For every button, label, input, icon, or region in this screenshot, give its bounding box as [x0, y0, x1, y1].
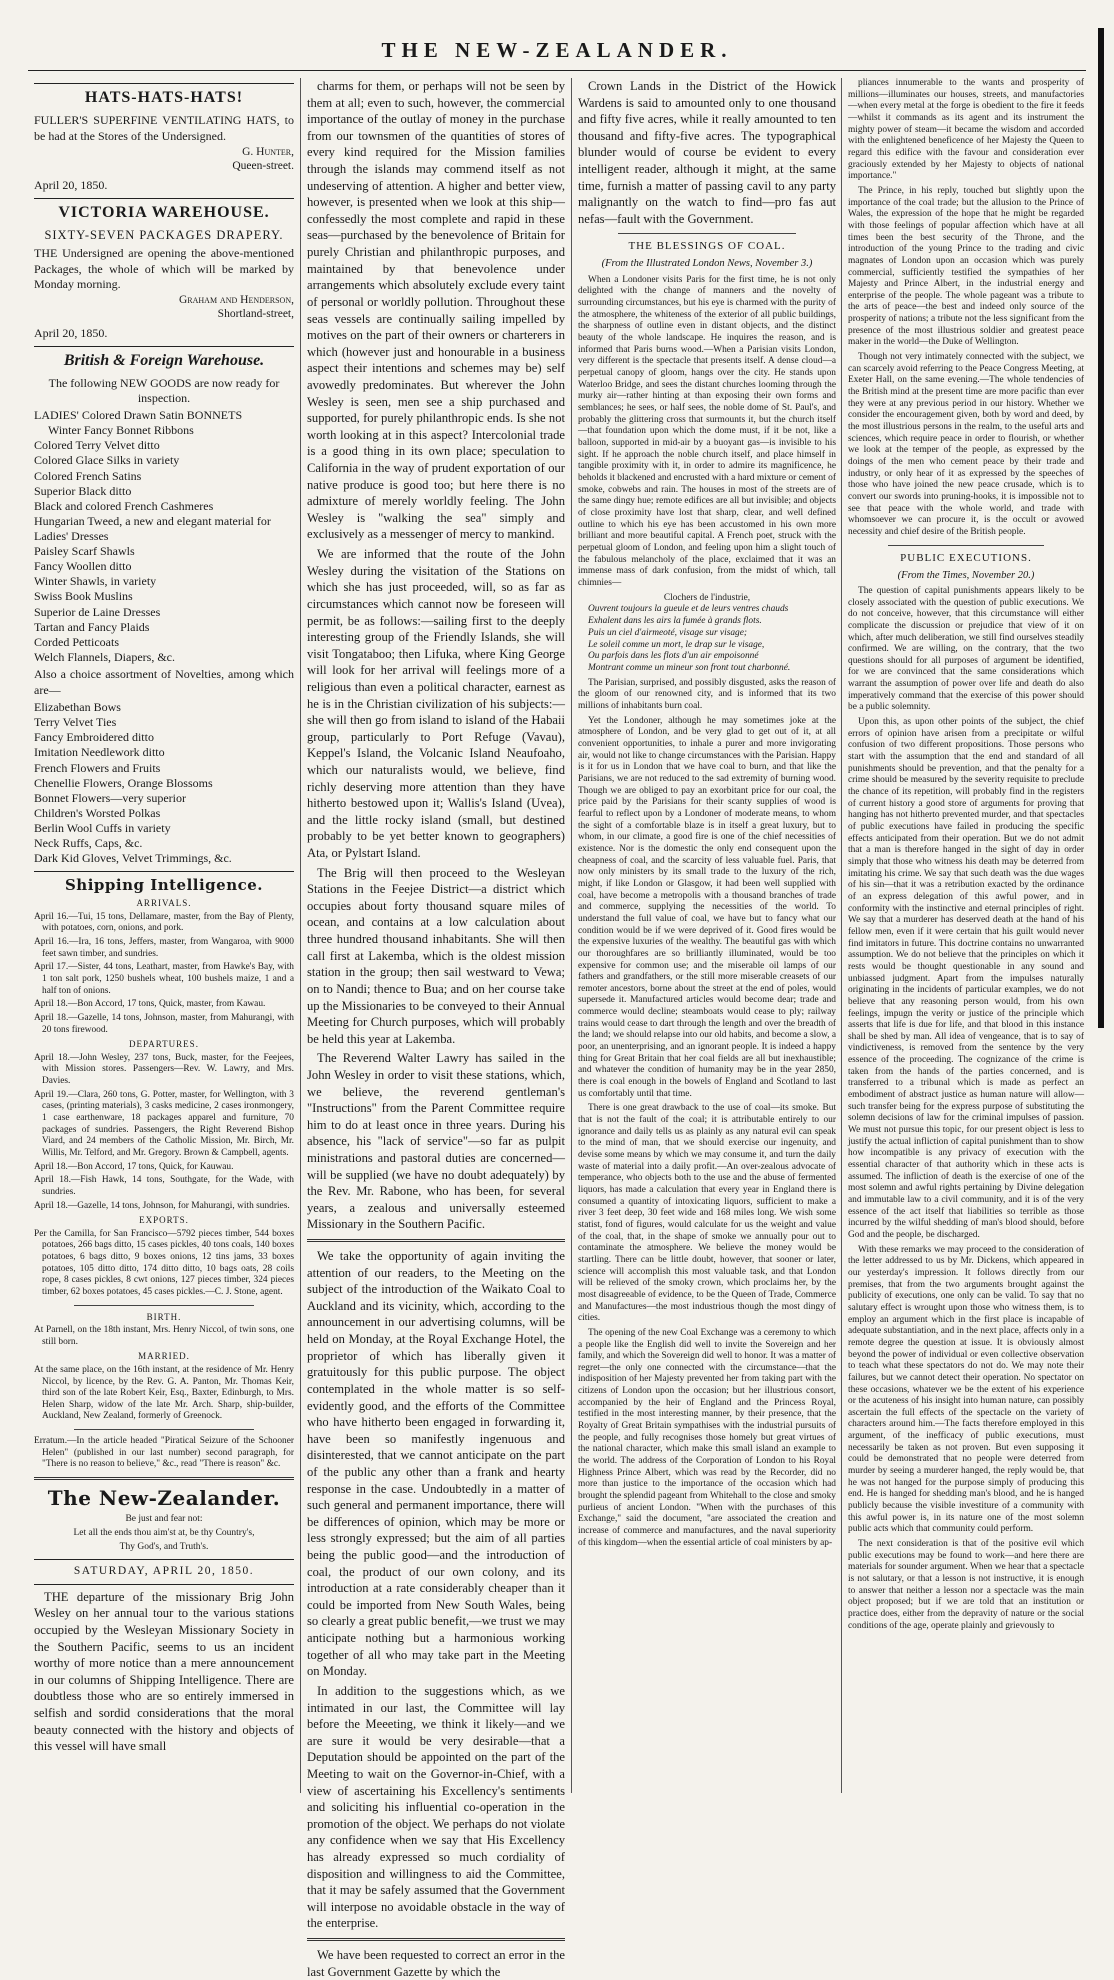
- article-paragraph: The Brig will then proceed to the Wesleyan Stations in the Feejee District—a district which occupies about forty thousand square miles of ocean, and contains at a low calculation about three hundred thousand inhabitants. She will then call first at Lakemba, which is the oldest mission station in the group; then sail westward to Vewa; on to Nandi; thence to Bua; and on her course take up the Missionaries to be conveyed to their Annual Meeting for Church purposes, which will probably be held this year at Lakemba.: [307, 865, 565, 1046]
- victoria-ad-subtitle: SIXTY-SEVEN PACKAGES DRAPERY.: [44, 228, 284, 243]
- article-paragraph: pliances innumerable to the wants and prosperity of millions—illuminates our houses, streets, and manufactories—when every metal at the forge is obedient to the fire it feeds—whilst it commands as its agent and its instrument the mighty power of steam—it became the wisdom and accorded with the enlightened beneficence of her Majesty the Queen to regard this edifice with the favour and consideration ever graciously extended by her Majesty to objects of national importance.": [848, 78, 1084, 182]
- goods-item: Welch Flannels, Diapers, &c.: [34, 649, 175, 664]
- victoria-ad-address: Shortland-street,: [217, 308, 294, 321]
- article-paragraph: The Reverend Walter Lawry has sailed in the John Wesley in order to visit these stations, which, we believe, the reverend gentleman's "Instructions" from the Parent Committee require him to do at least once in three years. During his absence, his "lack of service"—so far as pulpit ministrations and pastoral duties are concerned—will be supplied (we have no doubt adequately) by the Rev. Mr. Rabone, who has been, for several years, a zealous and universally esteemed Missionary in the Southern Pacific.: [307, 1051, 565, 1232]
- birth-notice: At Parnell, on the 18th instant, Mrs. Henry Niccol, of twin sons, one still born.: [34, 1325, 294, 1347]
- victoria-ad-title: VICTORIA WAREHOUSE.: [58, 203, 270, 221]
- hats-ad-date: April 20, 1850.: [34, 177, 108, 192]
- article-source: (From the Times, November 20.): [897, 569, 1035, 581]
- shipping-title: Shipping Intelligence.: [64, 876, 264, 895]
- goods-item: Superior de Laine Dresses: [34, 604, 161, 619]
- british-ad-title: British & Foreign Warehouse.: [63, 352, 265, 370]
- hats-ad-signature: G. Hunter,: [242, 145, 294, 158]
- column-rule: [841, 78, 842, 1793]
- article-source: (From the Illustrated London News, November 3.): [601, 258, 813, 270]
- rule: [34, 871, 294, 872]
- arrival-entry: April 16.—Ira, 16 tons, Jeffers, master, from Wangaroa, with 9000 feet sawn timber, and sundries.: [34, 937, 294, 959]
- victoria-ad-date: April 20, 1850.: [34, 326, 108, 341]
- motto-line: Be just and fear not:: [125, 1514, 203, 1525]
- article-paragraph: Crown Lands in the District of the Howick Wardens is said to amounted only to one thousand and fifty five acres, while it really amounted to ten thousand and fifty-five acres. The typographical blunder would of course be evident to every intelligent reader, although it might, at the same time, furnish a matter of passing cavil to any party malignantly on the watch to find—pro fas aut nefas—fault with the Government.: [578, 79, 836, 226]
- goods-item: Superior Black ditto: [34, 483, 132, 498]
- goods-item: Colored French Satins: [34, 468, 142, 483]
- article-paragraph: We have been requested to correct an error in the last Government Gazette by which the: [307, 1948, 565, 1979]
- poem-line: Puis un ciel d'airmeoté, visage sur visage;: [588, 627, 748, 638]
- goods-item: Hungarian Tweed, a new and elegant material for Ladies' Dresses: [34, 513, 271, 543]
- married-notice: At the same place, on the 16th instant, at the residence of Mr. Henry Niccol, by licence, by the Rev. G. A. Panton, Mr. Thomas Keir, third son of the late Robert Keir, Esq., Baxter, Edinburgh, to Mrs. Helen Sharp, widow of the late Mr. Arch. Sharp, ship-builder, Auckland, New Zealand, formerly of Greenock.: [34, 1364, 294, 1422]
- rule: [34, 83, 294, 84]
- arrivals-label: ARRIVALS.: [136, 898, 192, 909]
- erratum-notice: Erratum.—In the article headed "Piratical Seizure of the Schooner Helen" (published in our last number) second paragraph, for "There is no reason to believe," &c., read "There is reason" &c.: [34, 1436, 294, 1470]
- goods-item: Dark Kid Gloves, Velvet Trimmings, &c.: [34, 851, 232, 866]
- poem-line: Ouvrent toujours la gueule et de leurs ventres chauds: [588, 604, 789, 615]
- article-title: PUBLIC EXECUTIONS.: [900, 551, 1032, 564]
- article-paragraph: In addition to the suggestions which, as we intimated in our last, the Committee will lay before the Meeeting, we think it likely—and we are sure it would be very desirable—that a Deputation should be appointed on the part of the Meeting to wait on the Governor-in-Chief, with a view of ascertaining his Excellency's sentiments and soliciting his influential co-operation in the promotion of the object. We perhaps do not violate any confidence when we say that His Excellency has already expressed so much cordiality of disposition and willingness to aid the Committee, that it may be safely assumed that the Government will interpose no avoidable obstacle in the way of the enterprise.: [307, 1683, 565, 1931]
- rule: [74, 1305, 254, 1306]
- exports-entry: Per the Camilla, for San Francisco—5792 pieces timber, 544 boxes potatoes, 266 bags ditto, 15 cases pickles, 40 tons coals, 140 boxes potatoes, 6 bags ditto, 9 boxes onions, 12 tins jams, 33 boxes potatoes, 105 ditto ditto, 174 ditto ditto, 10 bags oats, 28 coils rope, 8 cases pickles, 8 cwt onions, 127 pieces timber, 324 pieces timber, 62 boxes potatoes, 45 cases pickles.—C. J. Stone, agent.: [34, 1228, 294, 1298]
- goods-item: Colored Glace Silks in variety: [34, 453, 180, 468]
- rule: [34, 1477, 294, 1480]
- article-paragraph: The next consideration is that of the positive evil which public executions may be found to work—and here there are materials for sounder argument. When we hear that a spectacle is not salutary, or that a lesson is not instructive, it is enough to answer that neither a lesson nor a spectacle was the main object proposed; but if we are told that an institution or practice does, either from the depravity of nature or the social conditions of the age, operate plainly and grievously to: [848, 1539, 1084, 1631]
- motto-line: Let all the ends thou aim'st at, be thy Country's,: [73, 1528, 255, 1539]
- goods-item: Fancy Embroidered ditto: [34, 730, 154, 745]
- victoria-ad-body: THE Undersigned are opening the above-mentioned Packages, the whole of which will be marked by Monday morning.: [34, 246, 294, 292]
- article-paragraph: With these remarks we may proceed to the consideration of the letter addressed to us by Mr. Dickens, which appeared in our yesterday's impression. It follows directly from our premises, that from the two arguments brought against the publicity of executions, one only can be valid. To say that no salutary effect is wrought upon those who witness them, is to employ an argument which in the first place is incapable of adequate substantiation, and in the next place, affects only in a remote degree the question at issue. It is obviously almost beyond the power of individual or even collective observation to teach what these spectators do not do. We may note their failures, but we cannot detect their operation. No spectator on these occasions, whatever we be the extent of his experience or the acuteness of his insight into human nature, can possibly ascertain the full effects of the spectacle on the variety of characters around him.—The facts therefore employed in this argument, of the inefficacy of public executions, must necessarily be taken as not proven. But even supposing it could be demonstrated that no people were deterred from murder by seeing a murderer hanged, the reply would be, that he was not hanged for the purpose simply of producing this end. He is hanged for shedding man's blood, and he is hanged publicly because the visible investiture of a community with this awful power is, in its nature one of the most solemn public acts which that community could perform.: [848, 1244, 1084, 1535]
- goods-item: Elizabethan Bows: [34, 700, 121, 715]
- article-paragraph: Though not very intimately connected with the subject, we can scarcely avoid referring to the Peace Congress Meeting, at Exeter Hall, on the same evening.—The whole tendencies of the British mind at the present time are more pacific than ever they were at any previous period in our history. Whether we consider the encouragement given, both by word and deed, by the most illustrious persons in the realm, to the useful arts and sciences, which require peace in order to flourish, or whether we look at the temper of the people, as expressed by the doings of the men who cement peace by their trade and industry, or only hear of it as expressed by the speeches of those who have joined the new peace crusade, which is to convert our swords into pruning-hooks, it is impossible not to see that peace with the whole world, and trade with whomsoever we can procure it, is the occult or avowed necessity and chief desire of the British people.: [848, 352, 1084, 537]
- column-rule: [571, 78, 572, 1793]
- rule: [34, 346, 294, 347]
- french-poem: [578, 593, 836, 675]
- goods-item: Winter Shawls, in variety: [34, 574, 157, 589]
- poem-line: Exhalent dans les airs la fumée à grands flots.: [588, 616, 762, 626]
- article-paragraph: The question of capital punishments appears likely to be closely associated with the question of public executions. We do not conceive, however, that this circumstance will either complicate the discussion or prejudice that view of it on which, after much deliberation, we still find ourselves steadily confirmed. We are willing, on the contrary, that the two questions should for all purposes of argument be identified, for we are convinced that the same considerations which warrant the assumption of power over life and death do also imperatively command that the exercise of this power should be a public solemnity.: [848, 585, 1084, 713]
- departure-entry: April 18.—Gazelle, 14 tons, Johnson, for Mahurangi, with sundries.: [34, 1200, 290, 1211]
- departure-entry: April 18.—Fish Hawk, 14 tons, Southgate, for the Wade, with sundries.: [34, 1175, 294, 1198]
- rule: [307, 1938, 565, 1941]
- leader-paragraph: THE departure of the missionary Brig John Wesley on her annual tour to the various stations occupied by the Wesleyan Missionary Society in the Southern Pacific, seems to us an incident worthy of more notice than a mere announcement in our columns of Shipping Intelligence. There are doubtless those who are so entirely immersed in selfish and sordid considerations that the moral beauty connected with the history and objects of this vessel will have small: [34, 1589, 294, 1754]
- article-paragraph: The Parisian, surprised, and possibly disgusted, asks the reason of the gloom of our renowned city, and is informed that its two millions of inhabitants burn coal.: [578, 677, 836, 712]
- rule: [34, 1584, 294, 1585]
- column-2: [307, 78, 565, 1979]
- goods-item: Corded Petticoats: [34, 634, 119, 649]
- departures-label: DEPARTURES.: [129, 1039, 199, 1050]
- article-paragraph: Yet the Londoner, although he may sometimes joke at the atmosphere of London, and be very glad to get out of it, at all convenient opportunities, to inhale a purer and more invigorating air, would not like to change circumstances with the Parisian. Happy is it for us in London that we have coal to burn, and that like the Parisians, we are not reduced to the sad extremity of burning wood. Though we are obliged to pay an exorbitant price for our coal, the price paid by the Parisians for their scanty supplies of wood is fearful to reflect upon by a Londoner of moderate means, to whom the sight of a comfortable blaze is in itself a great luxury, but to whom, in our climate, a good fire is one of the chief necessities of existence. Nor is the domestic the only end consequent upon the cheapness of coal, and the scarcity of less valuable fuel. Paris, that now only ministers by its small trade to the luxury of the rich, might, if like London or Glasgow, it had been well supplied with coal, have become a metropolis with a thousand branches of trade and commerce, supplying the necessities of the world. To understand the full value of coal, we have but to fancy what our condition would be if we were deprived of it. Good fires would be the expensive luxuries of the wealthy. The beautiful gas with which our thoroughfares are so brilliantly illuminated, would be too expensive for common use; and the miserable oil lamps of our fathers and grandfathers, or the still more miserable creasets of our remoter ancestors, borne about the street at the end of poles, would supersede it. Manufactured articles would become dear; trade and commerce would decline; steamboats would cease to ply; railway trains would cease to dart through the length and over the breadth of the land; we should relapse into our old habits, and become a slow, a poor, an unenterprising, and an ignorant people. It is indeed a happy thing for Great Britain that her coal fields are all but inexhaustible; and whatever the condition of humanity may be in the year 2850, there is coal enough in the bowels of England and Scotland to last us comfortably until that time.: [578, 715, 836, 1099]
- goods-item: Imitation Needlework ditto: [34, 745, 165, 760]
- arrival-entry: April 17.—Sister, 44 tons, Leathart, master, from Hawke's Bay, with 1 ton salt pork, 1250 bushels wheat, 100 bushels maize, 1 and a half ton of onions.: [34, 962, 294, 996]
- goods-item: Neck Ruffs, Caps, &c.: [34, 836, 143, 851]
- article-paragraph: We are informed that the route of the John Wesley during the visitation of the Stations on which she has just proceeded, will, so as far as circumstances which cannot now be foreseen will permit, be as follows:—sailing first to the deeply interesting group of the Friendly Islands, she will visit Tongataboo; then Lifuka, where King George will look for her arrival will feelings more of a religious than even a political character, earnest as he is in the Christian civilization of his subjects:—she will then go from island to island of the Habaii group, particularly to Port Refuge (Vavau), Keppel's Island, the Volcanic Island Neaufoaho, which our naturalists would, we believe, find richly deserving more attention than they have hitherto bestowed upon it; Wallis's Island (Uvea), and the little rocky island (small, but destined probably to be yet better known to geographers) Ata, or Pylstart Island.: [307, 547, 565, 861]
- goods-item: Berlin Wool Cuffs in variety: [34, 821, 171, 836]
- column-rule: [300, 78, 301, 1793]
- poem-line: Le soleil comme un mort, le drap sur le visage,: [588, 639, 765, 650]
- nameplate: The New-Zealander.: [47, 1486, 281, 1511]
- departure-entry: April 19.—Clara, 260 tons, G. Potter, master, for Wellington, with 3 cases, (printing materials), 3 casks medicine, 2 cases ironmongery, 1 case earthenware, 18 packages apparel and furniture, 70 packages of sundries. Passengers, the Right Reverend Bishop Viard, and 24 members of the Catholic Mission, Mr. Birch, Mr. Willis, Mr. Telford, and Mr. Gregory. Brown & Campbell, agents.: [34, 1089, 294, 1159]
- married-label: MARRIED.: [138, 1351, 190, 1362]
- goods-item: Paisley Scarf Shawls: [34, 544, 135, 559]
- goods-item: Black and colored French Cashmeres: [34, 498, 214, 513]
- goods-item: Terry Velvet Ties: [34, 715, 117, 730]
- arrival-entry: April 18.—Bon Accord, 17 tons, Quick, master, from Kawau.: [34, 999, 266, 1010]
- article-paragraph: The Prince, in his reply, touched but slightly upon the importance of the coal trade; but the allusion to the Prince of Wales, the expression of the hope that he might be regarded with those feelings of popular affection which have at all times been the best security of the Throne, and the introduction of the young Prince to the trading and civic magnates of London upon an occasion which was purely commercial, sufficiently testified the sympathies of her Majesty and Prince Albert, in the industrial energy and enterprise of the people. The whole pageant was a tribute to the arts of peace—the best and indeed only source of the prosperity of nations; a tribute not the less significant from the presence of the most illustrious soldier and greatest peace maker in the world—the Duke of Wellington.: [848, 185, 1084, 348]
- hats-ad-address: Queen-street.: [232, 160, 294, 173]
- rule: [74, 1429, 254, 1430]
- column-4: [848, 78, 1084, 1793]
- goods-item: Chenellie Flowers, Orange Blossoms: [34, 775, 213, 790]
- hats-ad-title: HATS-HATS-HATS!: [84, 89, 244, 106]
- birth-label: BIRTH.: [146, 1311, 182, 1322]
- article-paragraph: We take the opportunity of again inviting the attention of our readers, to the Meeting on the subject of the introduction of the Waikato Coal to Auckland and its vicinity, which, according to the announcement in our advertising columns, will be held on Monday, at the Royal Exchange Hotel, the proprietor of which has liberally given it gratuitously for this public purpose. The object contemplated in the whole matter is so self-evidently good, and the efforts of the Committee who have hitherto been engaged in forwarding it, have been so manifestly ingenuous and disinterested, that we cannot anticipate on the part of the public any other than a frank and hearty response in the case. Undoubtedly in a matter of such general and permanent importance, there will be differences of opinion, which may be more or less strongly expressed; but the aim of all parties being the public good—and the introduction of coal, the product of our own colony, and its introduction at a rate considerably cheaper than it could be imported from New South Wales, being so clearly a great public benefit,—we trust we may anticipate nothing but a harmonious working together of all who may take part in the Meeting on Monday.: [307, 1249, 565, 1679]
- page-edge-bar: [1098, 28, 1104, 1028]
- masthead-rule: [28, 70, 1086, 71]
- poem-line: Ou parfois dans les flots d'un air empoisonné: [588, 651, 759, 662]
- hats-ad-body: FULLER'S SUPERFINE VENTILATING HATS, to be had at the Stores of the Undersigned.: [34, 113, 294, 143]
- article-paragraph: Upon this, as upon other points of the subject, the chief errors of opinion have arisen from a precipitate or wilful confusion of two different propositions. Those persons who start with the assumption that the end and standard of all punishments should be prevention, and that the penalty for a crime should be measured by the severity requisite to preclude the chance of its repetition, will probably find in the registers of current history a good store of arguments for proving that hanging has not hitherto prevented murder, and that spectacles of public executions have failed in producing the specific effects anticipated from their operation. But we do not admit that a man is therefore hanged in the sight of day in order simply that those who witness his death may be deterred from imitating his crime. We say that such death was the due wages of his sin—that it was a retribution exacted by the ordinance of an express delegation of this awful power, and in conformity with the instinctive and eternal principles of right. We say that a murderer has deserved death at the hand of his fellow men, even if it were certain that his guilt would never find imitators in future. This doctrine contains no unwarranted assumption. We do not believe that the principles on which it rests would be thought questionable in any sound and unbiassed judgment. Apart from the impulses naturally originating in the incidents of particular examples, we do not believe that any reasoning person would, from his own feelings, impugn the verity or justice of the principle which asserts that life is due for life, and that blood in this instance shall be shed by man. All idea of vengeance, that is to say of vindictiveness, is removed from the sentence by the very essence of the proceeding. The cognizance of the crime is taken from the hands of the parties concerned, and is transferred to a tribunal which is made as perfect an embodiment of abstract justice as human nature will allow—such transfer being for the express purpose of substituting the solemn decisions of law for the criminal impulses of passion. We must not pursue this topic, for our present object is less to justify the actual infliction of capital punishment than to show how incompatible is any privacy of execution with the essential character of that authority which in these acts is assumed. The infliction of death is the exercise of one of the most solemn and awful rights pertaining by Divine delegation and immutable law to a civil community, and it is of the very essence of the act itself that liabilities so terrible as those incurred by the wilful shedding of man's blood should, before God and the people, be discharged.: [848, 717, 1084, 1240]
- rule: [34, 198, 294, 199]
- poem-title: Clochers de l'industrie,: [663, 592, 751, 603]
- arrival-entry: April 16.—Tui, 15 tons, Dellamare, master, from the Bay of Plenty, with potatoes, corn, onions, and pork.: [34, 911, 294, 934]
- column-1: [34, 78, 294, 1793]
- goods-list: [34, 408, 294, 665]
- article-title: THE BLESSINGS OF COAL.: [628, 240, 786, 253]
- issue-dateline: SATURDAY, APRIL 20, 1850.: [73, 1565, 255, 1578]
- poem-line: Montrant comme un mineur son front tout charbonné.: [588, 663, 791, 673]
- goods-item: Colored Terry Velvet ditto: [34, 438, 160, 453]
- victoria-ad-signature: Graham and Henderson,: [178, 293, 294, 306]
- goods-item: Winter Fancy Bonnet Ribbons: [48, 423, 194, 438]
- goods-item: LADIES' Colored Drawn Satin BONNETS: [34, 408, 243, 423]
- article-paragraph: When a Londoner visits Paris for the first time, he is not only delighted with the change of manners and the novelty of surrounding circumstances, but his eye is charmed with the purity of the atmosphere, the whiteness of the exterior of all public buildings, the sharpness of outline even in distant objects, and the distinct beauty of the whole landscape. He inquires the reason, and is informed that Paris burns wood.—When a Parisian visits London, very different is the spectacle that presents itself. A dense cloud—a perpetual canopy of gloom, hangs over the city. He stands upon Waterloo Bridge, and sees the distant churches looming through the murky air—rather hinting at than exposing their own forms and semblances; he sees, or half sees, the noble dome of St. Paul's, and probably the glittering cross that surmounts it, but the church itself—that foundation upon which the dome must, if it be not, like a balloon, supported in mid-air by a buoyant gas—is invisible to his sight. If he approach the noble church itself, and place himself in tangible proximity with it, in order to admire its magnificence, he beholds it blackened and encrusted with a hard mixture or cement of smoke, cobwebs and rain. The houses in most of the streets are of the same dingy hue; remote edifices are all but invisible; and objects of close proximity have lost that sharp, clear, and well defined outline to which his eye has been accustomed in his own more brilliant and more beautiful capital. A French poet, struck with the perpetual gloom of London, and feeling upon him a slight touch of the fabulous melancholy of the place, exclaimed that it was an immense mass of dark confusion, from the midst of which, tall chimnies—: [578, 274, 836, 588]
- article-paragraph: The opening of the new Coal Exchange was a ceremony to which a people like the English did well to invite the Sovereign and her family, and which the Sovereign did well to honor. It was a matter of regret—the only one connected with the circumstance—that the indisposition of her Majesty prevented her from taking part with the citizens of London upon the occasion; but her illustrious consort, accompanied by the heir of England and the Princess Royal, testified in the most interesting manner, by their presence, that the Royalty of Great Britain sympathises with the industrial pursuits of the people, and fully recognises those homely but great virtues of the national character, which make this small island an example to the world. The address of the Corporation of London to his Royal Highness Prince Albert, which was read by the Recorder, did no more than justice to the importance of the occasion which had brought the splendid pageant from Whitehall to the close and smoky purlieus of ancient London. "When with the purchases of this Exchange," said the document, "are associated the creation and increase of commerce and manufactures, and the naval superiority of this kingdom—when the essential article of coal ministers by ap-: [578, 1327, 836, 1548]
- rule: [307, 1239, 565, 1242]
- departure-entry: April 18.—John Wesley, 237 tons, Buck, master, for the Feejees, with Mission stores. Passengers—Rev. W. Lawry, and Mrs. Davies.: [34, 1052, 294, 1087]
- departure-entry: April 18.—Bon Accord, 17 tons, Quick, for Kauwau.: [34, 1161, 234, 1172]
- british-ad-intro: The following NEW GOODS are now ready for inspection.: [48, 375, 280, 405]
- novelties-list: [34, 700, 294, 866]
- british-ad-also: Also a choice assortment of Novelties, among which are—: [34, 666, 294, 697]
- rule: [618, 233, 796, 234]
- motto-line: Thy God's, and Truth's.: [119, 1542, 209, 1553]
- goods-item: Swiss Book Muslins: [34, 589, 133, 604]
- goods-item: French Flowers and Fruits: [34, 760, 161, 775]
- goods-item: Children's Worsted Polkas: [34, 805, 161, 820]
- exports-label: EXPORTS.: [139, 1215, 189, 1226]
- column-3: [578, 78, 836, 1793]
- article-paragraph: There is one great drawback to the use of coal—its smoke. But that is not the fault of the coal; it is attributable entirely to our ignorance and daily tells us as plainly as any natural evil can speak to the mind of man, that we should exercise our ingenuity, and devise some means by which we may consume it, and turn the daily waste of material into a daily profit.—An over-zealous advocate of temperance, who objects both to the use and the abuse of fermented liquors, has made a calculation that every year in England there is consumed a quantity of intoxicating liquors, sufficient to make a river 3 feet deep, 30 feet wide and 168 miles long. We wish some statist, fond of figures, would calculate for us the weight and value of the coal, that, in the shape of smoke we annually pour out to contaminate the atmosphere. We believe the money would be startling. There can be little doubt, however, that sooner or later, science will accomplish this most valuable task, and that London will be relieved of the smoky crown, which proclaims her, by the most disagreeable of evidence, to be the Queen of Trade, Commerce and Manufactures—the most industrious though the most dingy of cities.: [578, 1103, 836, 1324]
- goods-item: Bonnet Flowers—very superior: [34, 790, 186, 805]
- article-paragraph: charms for them, or perhaps will not be seen by them at all; even to such, however, the commercial importance of the outlay of money in the purchase from our townsmen of the quantities of stores of every kind required for the Mission families through the islands may commend itself as not undeserving of attention. A higher and better view, however, is presented when we look at this ship—confessedly the most complete and rapid in these seas—purchased by the benevolence of Britain for purely Christian and philanthropic purposes, and maintained by that benevolence under arrangements which absolutely exclude every taint of personal or worldly pollution. Throughout these seas vessels are continually sailing impelled by motives on the part of their owners or charterers in which (however just and honourable in a business aspect their intentions and schemes may be) self avowedly predominates. But wherever the John Wesley is seen, men see a ship purchased and supported, for purely philanthropic ends. Is she not worth looking at in this aspect? Intercolonial trade is a good thing in its own place; speculation to California in the way of prudent exportation of our native produce is good too; but here there is no admixture of merely worldly feeling. The John Wesley is "walking the sea" simply and exclusively as a messenger of mercy to mankind.: [307, 79, 565, 542]
- arrival-entry: April 18.—Gazelle, 14 tons, Johnson, master, from Mahurangi, with 20 tons firewood.: [34, 1013, 294, 1035]
- rule: [888, 545, 1044, 546]
- goods-item: Fancy Woollen ditto: [34, 559, 132, 574]
- goods-item: Tartan and Fancy Plaids: [34, 619, 150, 634]
- rule: [34, 1559, 294, 1560]
- masthead: THE NEW-ZEALANDER.: [381, 38, 733, 62]
